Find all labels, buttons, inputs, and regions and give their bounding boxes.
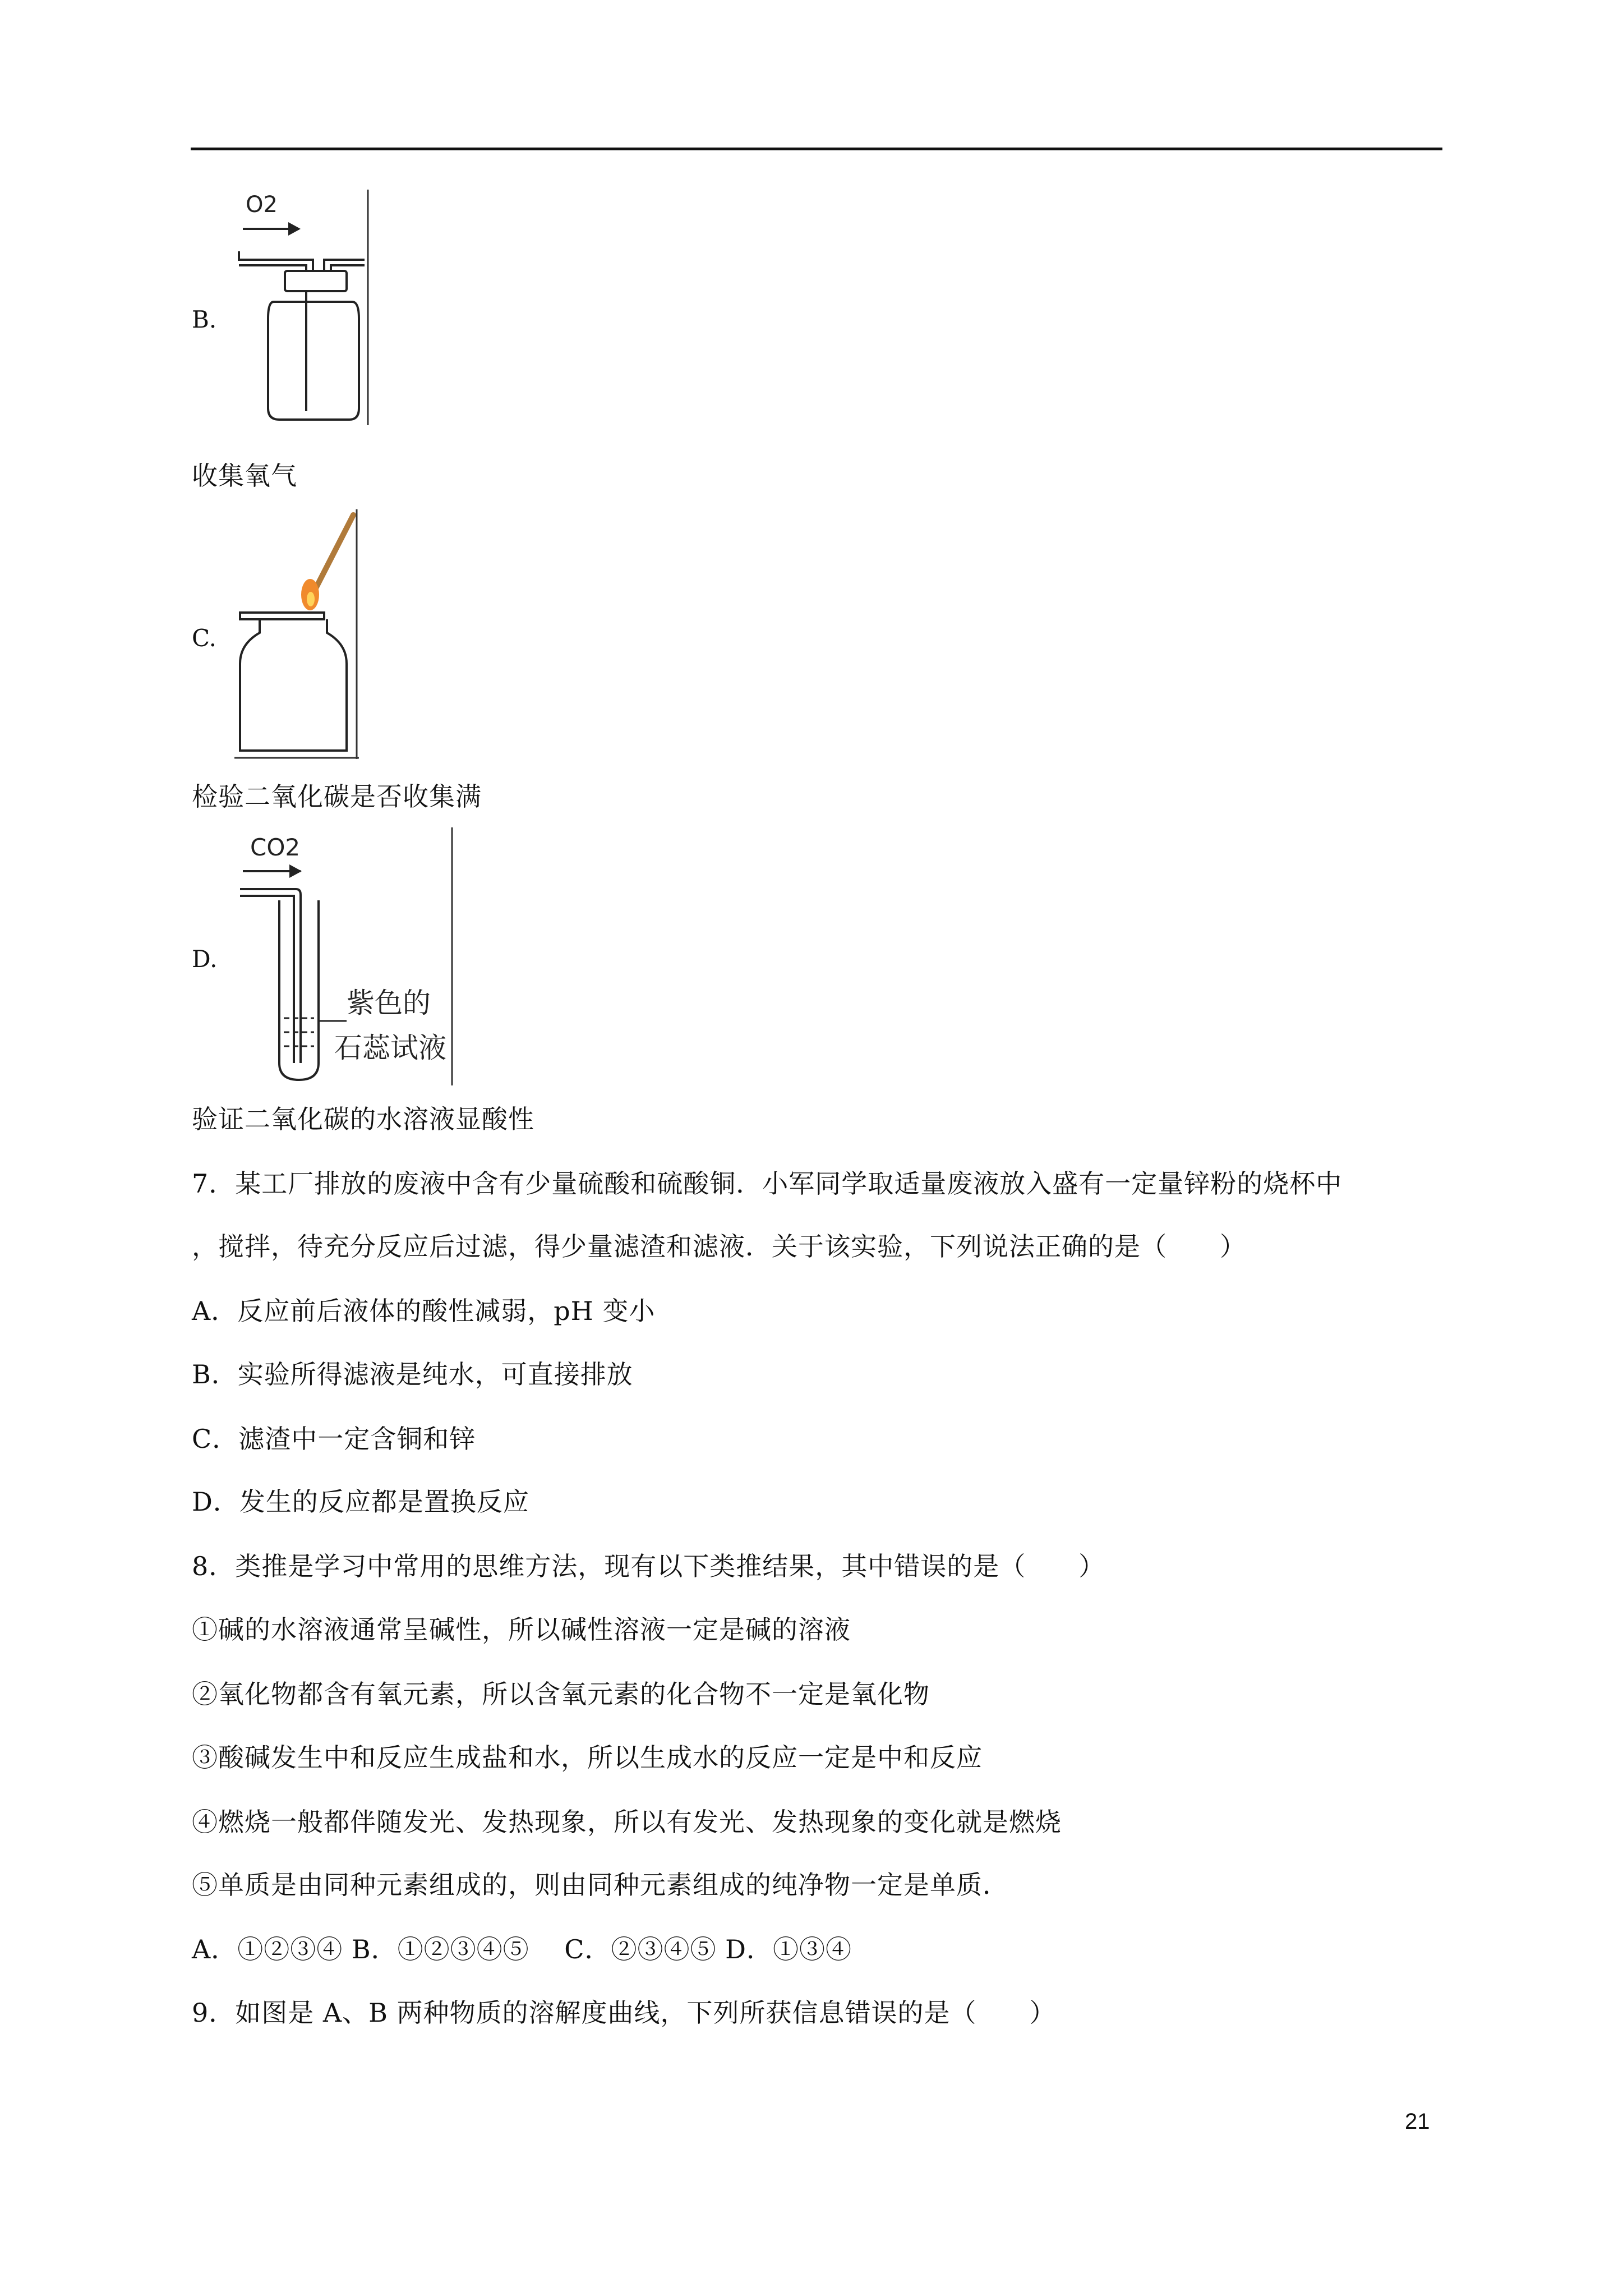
- q9-stem: 9．如图是 A、B 两种物质的溶解度曲线，下列所获信息错误的是（ ）: [192, 1998, 1056, 2028]
- q8-statement-2: ②氧化物都含有氧元素，所以含氧元素的化合物不一定是氧化物: [192, 1679, 930, 1709]
- q8-statement-4: ④燃烧一般都伴随发光、发热现象，所以有发光、发热现象的变化就是燃烧: [192, 1807, 1062, 1837]
- q8-stem: 8．类推是学习中常用的思维方法，现有以下类推结果，其中错误的是（ ）: [192, 1551, 1105, 1581]
- arrow-icon: [289, 864, 302, 878]
- option-d-caption: 验证二氧化碳的水溶液显酸性: [192, 1104, 534, 1134]
- q7-option-b: B．实验所得滤液是纯水，可直接排放: [192, 1359, 633, 1389]
- gas-bottle-burning-stick-figure: [234, 509, 359, 759]
- gas-bottle-collect-oxygen-figure: [234, 190, 370, 425]
- litmus-label-line2: 石蕊试液: [334, 1032, 446, 1064]
- option-b-caption: 收集氧气: [192, 461, 297, 491]
- q8-choices: A．①②③④ B．①②③④⑤ C．②③④⑤ D．①③④: [192, 1934, 852, 1964]
- q8-statement-5: ⑤单质是由同种元素组成的，则由同种元素组成的纯净物一定是单质．: [192, 1870, 1009, 1900]
- q7-option-d: D．发生的反应都是置换反应: [192, 1487, 529, 1517]
- q7-option-c: C．滤渣中一定含铜和锌: [192, 1424, 476, 1454]
- q7-stem-line1: 7．某工厂排放的废液中含有少量硫酸和硫酸铜．小军同学取适量废液放入盛有一定量锌粉的烧杯中: [192, 1168, 1343, 1199]
- q7-stem-line2: ，搅拌，待充分反应后过滤，得少量滤渣和滤液．关于该实验，下列说法正确的是（ ）: [192, 1231, 1246, 1262]
- page-number: 21: [1405, 2109, 1430, 2134]
- q8-statement-3: ③酸碱发生中和反应生成盐和水，所以生成水的反应一定是中和反应: [192, 1742, 983, 1773]
- litmus-label-line1: 紫色的: [347, 987, 431, 1019]
- test-tube-litmus-figure: [234, 827, 454, 1085]
- gas-label-co2: CO2: [250, 834, 301, 861]
- option-c-caption: 检验二氧化碳是否收集满: [192, 781, 482, 812]
- option-c-letter: C.: [192, 624, 216, 652]
- option-d-letter: D.: [192, 945, 218, 973]
- q8-statement-1: ①碱的水溶液通常呈碱性，所以碱性溶液一定是碱的溶液: [192, 1614, 851, 1645]
- arrow-icon: [288, 222, 301, 236]
- q7-option-a: A．反应前后液体的酸性减弱，pH 变小: [192, 1296, 656, 1326]
- gas-label-o2: O2: [246, 192, 278, 218]
- header-rule: [191, 148, 1442, 150]
- option-b-letter: B.: [192, 306, 217, 333]
